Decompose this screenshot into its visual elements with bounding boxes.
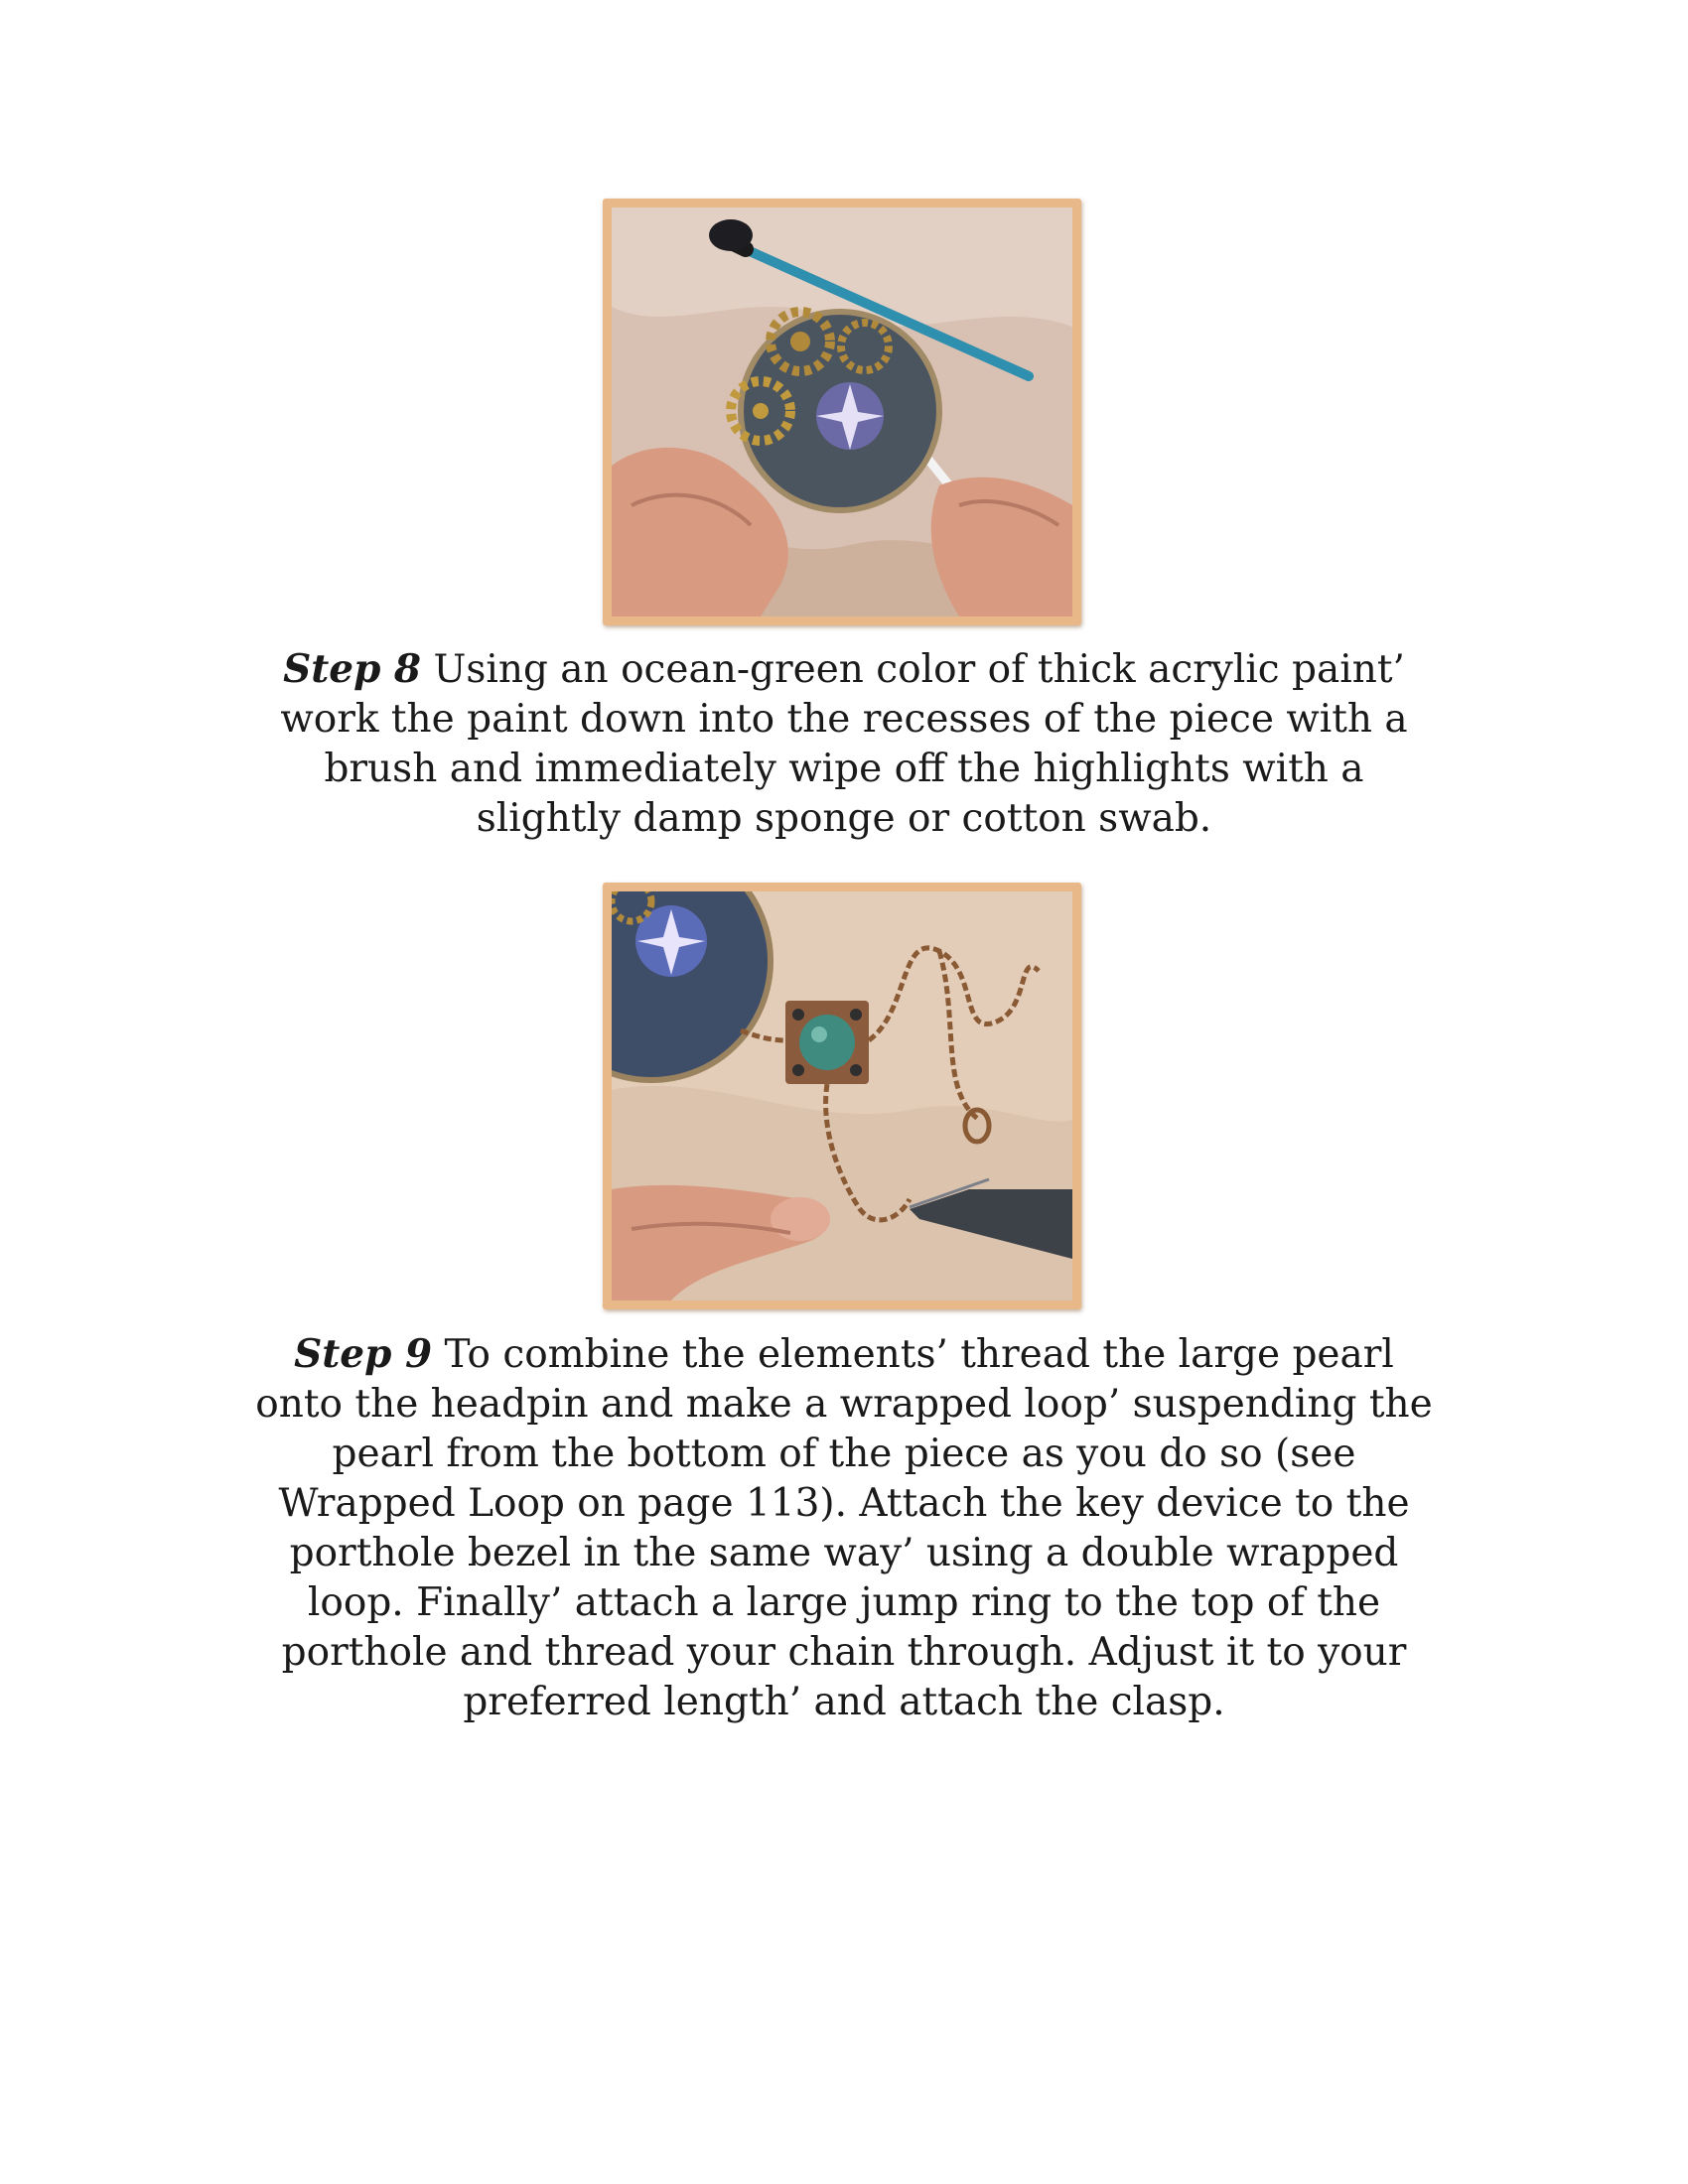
photo-painting-pendant-icon [612,207,1072,616]
step-8-label: Step 8 [283,646,422,692]
step-8-caption [248,644,1440,844]
step-8-text: Using an ocean-green color of thick acrylic paint’ work the paint down into the recesses of the piece with a brush and immediately wipe off the highlights with a slightly damp sponge or cotton swab. [280,647,1408,841]
step-9-label: Step 9 [294,1331,433,1377]
step-9-caption [248,1329,1440,1727]
step-8-photo [603,199,1081,625]
step-9-text: To combine the elements’ thread the large pearl onto the headpin and make a wrapped loop’ suspending the pearl from the bottom of the piece as you do so (see Wrapped Loop on page 113). Attach the key device to the porthole bezel in the same way’ using a double wrapped loop. Finally’ attach a large jump ring to the top of the porthole and thread your chain through. Adjust it to your preferred length’ and attach the clasp. [255,1332,1433,1724]
step-9-photo [603,883,1081,1309]
photo-assembling-necklace-icon [612,891,1072,1300]
